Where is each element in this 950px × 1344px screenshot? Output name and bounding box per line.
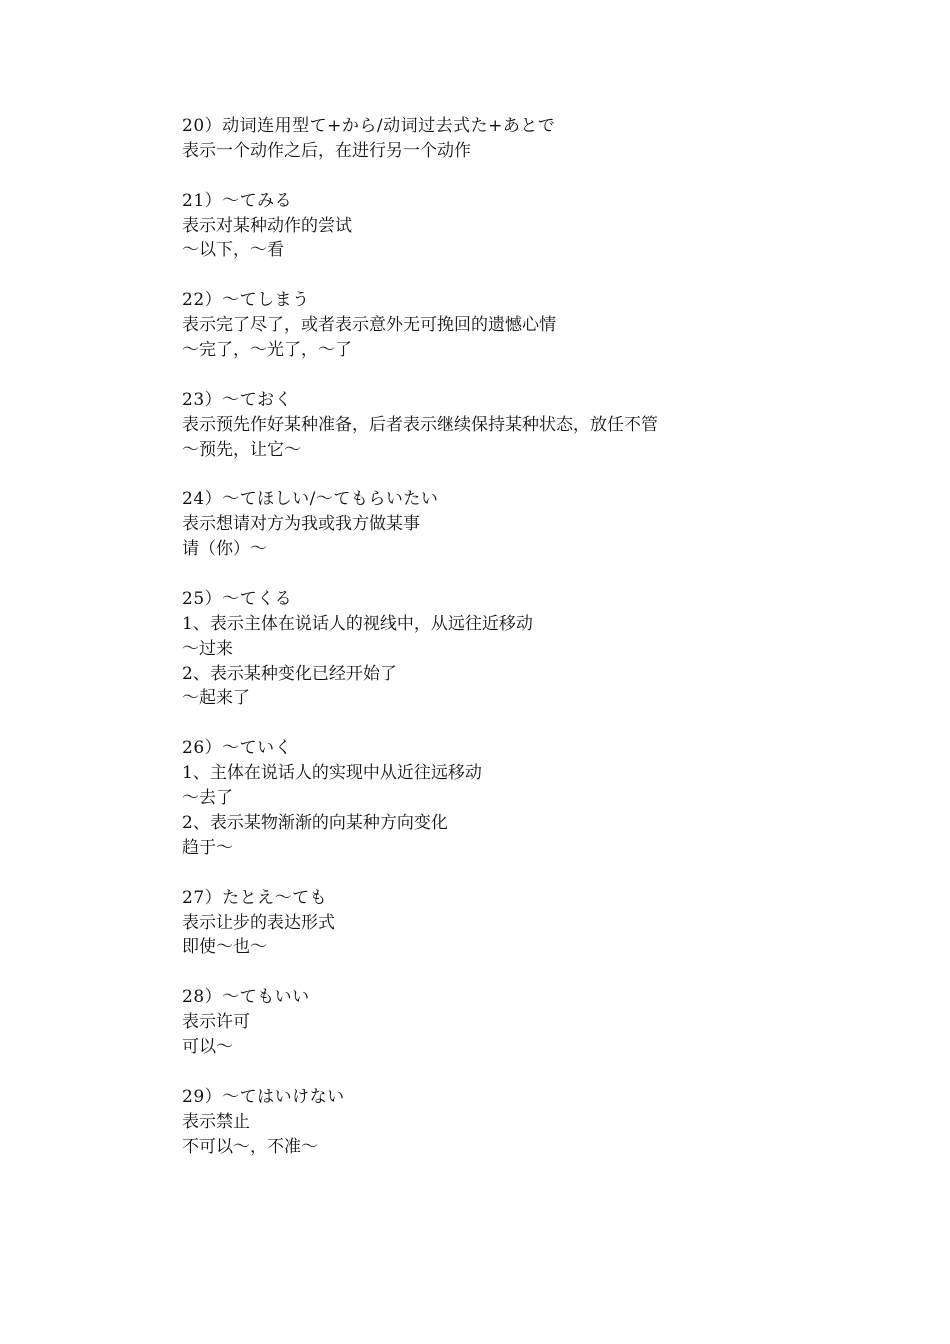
entry-line: 表示想请对方为我或我方做某事 [182, 514, 420, 535]
entry-heading: 26）～ていく [182, 738, 293, 759]
entry-line: 表示让步的表达形式 [182, 912, 335, 933]
grammar-entry-26 [182, 736, 902, 860]
grammar-entry-24 [182, 487, 902, 562]
entry-line: ～完了，～光了，～了 [182, 340, 352, 361]
entry-line: 表示对某种动作的尝试 [182, 215, 352, 236]
entry-line: 表示预先作好某种准备，后者表示继续保持某种状态，放任不管 [182, 414, 658, 435]
entry-line: 可以～ [182, 1036, 233, 1057]
entry-heading: 28）～てもいい [182, 987, 310, 1008]
document-body [182, 114, 902, 1184]
entry-line: 表示许可 [182, 1012, 250, 1033]
grammar-entry-29 [182, 1085, 902, 1160]
entry-heading: 24）～てほしい/～てもらいたい [182, 489, 439, 510]
grammar-entry-20 [182, 114, 902, 164]
entry-line: ～以下，～看 [182, 240, 284, 261]
entry-line: ～过来 [182, 638, 233, 659]
entry-heading: 29）～てはいけない [182, 1086, 345, 1107]
grammar-entry-27 [182, 886, 902, 961]
entry-line: 表示禁止 [182, 1111, 250, 1132]
entry-line: 即使～也～ [182, 937, 267, 958]
entry-line: 不可以～，不准～ [182, 1136, 318, 1157]
grammar-entry-25 [182, 587, 902, 711]
entry-line: 2、表示某物渐渐的向某种方向变化 [182, 812, 448, 833]
grammar-entry-22 [182, 288, 902, 363]
entry-line: 1、表示主体在说话人的视线中，从远往近移动 [182, 613, 533, 634]
entry-heading: 27）たとえ～ても [182, 887, 328, 908]
entry-heading: 21）～てみる [182, 190, 293, 211]
grammar-entry-23 [182, 388, 902, 463]
entry-heading: 23）～ておく [182, 389, 293, 410]
entry-line: ～预先，让它～ [182, 439, 301, 460]
entry-line: 表示完了尽了，或者表示意外无可挽回的遗憾心情 [182, 315, 556, 336]
entry-heading: 20）动词连用型て+から/动词过去式た+あとで [182, 116, 556, 136]
grammar-entry-21 [182, 189, 902, 264]
entry-heading: 25）～てくる [182, 588, 293, 609]
grammar-entry-28 [182, 985, 902, 1060]
entry-line: 趋于～ [182, 837, 233, 858]
entry-line: ～起来了 [182, 688, 250, 709]
entry-line: ～去了 [182, 788, 233, 809]
entry-line: 请（你）～ [182, 539, 267, 560]
entry-line: 1、主体在说话人的实现中从近往远移动 [182, 763, 482, 784]
entry-heading: 22）～てしまう [182, 290, 310, 311]
entry-line: 2、表示某种变化已经开始了 [182, 663, 397, 684]
entry-line: 表示一个动作之后，在进行另一个动作 [182, 140, 471, 161]
